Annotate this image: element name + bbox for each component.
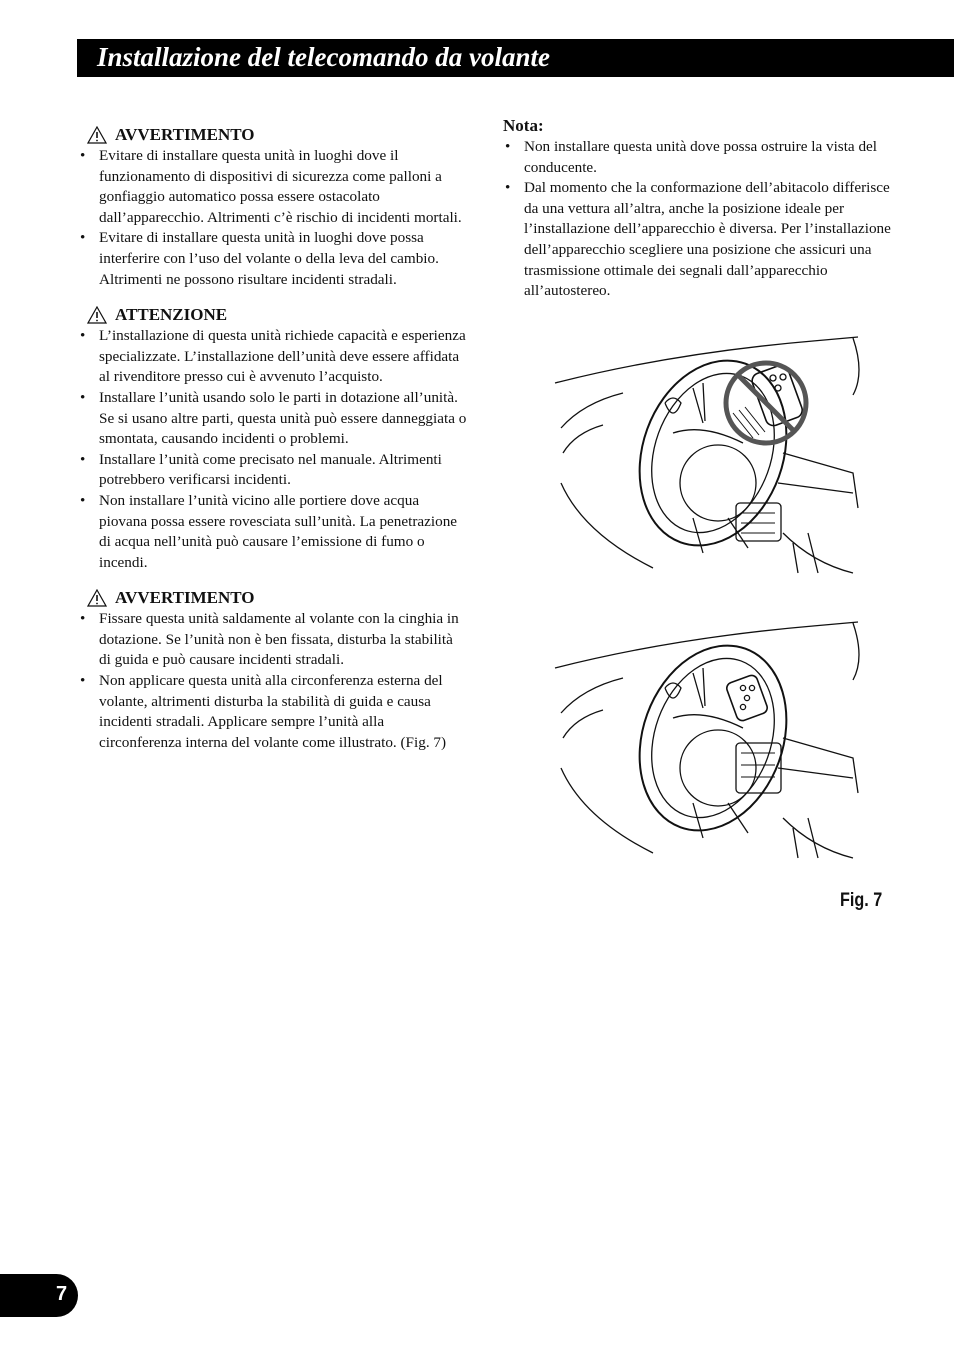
warning-icon [87,589,107,607]
list-item: • Dal momento che la conformazione dell’abitacolo differisce da una vettura all’altra, anche la posizione ideale per l’installazione dell’apparecchio è diversa. Per l’installazione dell’apparecchio scegliere una posizione che assicuri una trasmissione ottimale dei segnali dall’apparecchio all’autostereo. [503,178,895,302]
right-column [503,115,895,302]
list-item: • Non installare l’unità vicino alle portiere dove acqua piovana possa essere rovesciata sull’unità. La penetrazione di acqua nell’unità può causare l’emissione di fumo o incendi. [78,491,468,573]
list-item: • L’installazione di questa unità richiede capacità e esperienza specializzate. L’installazione dell’unità deve essere affidata al rivenditore presso cui è avvenuto l’acquisto. [78,326,468,388]
steering-wheel-illustration-correct [553,618,865,863]
list-item: • Non applicare questa unità alla circonferenza esterna del volante, altrimenti disturba la stabilità di guida e causa incidenti stradali. Applicare sempre l’unità alla circonferenza interna del volante come illustrato. (Fig. 7) [78,671,468,753]
list-item: • Evitare di installare questa unità in luoghi dove possa interferire con l’uso del volante o della leva del cambio. Altrimenti ne possono risultare incidenti stradali. [78,228,468,290]
page-title: Installazione del telecomando da volante [97,42,550,72]
figure-label: Fig. 7 [840,890,883,911]
steering-wheel-illustration-wrong [553,333,865,578]
section-title: AVVERTIMENTO [115,125,255,144]
list-item: • Fissare questa unità saldamente al volante con la cinghia in dotazione. Se l’unità non è ben fissata, disturba la stabilità di guida e può causare incidenti stradali. [78,609,468,671]
warning-section-2 [78,587,468,753]
list-item: • Evitare di installare questa unità in luoghi dove il funzionamento di dispositivi di sicurezza come palloni a gonfiaggio automatico possa essere ostacolato dall’apparecchio. Altrimenti c’è rischio di incidenti mortali. [78,146,468,228]
warning-section-1 [78,124,468,290]
list-item: • Non installare questa unità dove possa ostruire la vista del conducente. [503,137,895,178]
page-number: 7 [56,1283,68,1305]
section-title: ATTENZIONE [115,305,228,325]
warning-icon [87,126,107,144]
nota-title: Nota: [503,116,544,135]
list-item: • Installare l’unità usando solo le parti in dotazione all’unità. Se si usano altre parti, questa unità può essere danneggiata o smontata, causando incidenti o problemi. [78,388,468,450]
caution-section [78,304,468,573]
page-number-tab [0,1274,78,1317]
list-item: • Installare l’unità come precisato nel manuale. Altrimenti potrebbero verificarsi incidenti. [78,450,468,491]
section-title: AVVERTIMENTO [115,588,255,608]
warning-icon [87,306,107,324]
left-column [78,124,468,767]
page-header [77,39,954,77]
